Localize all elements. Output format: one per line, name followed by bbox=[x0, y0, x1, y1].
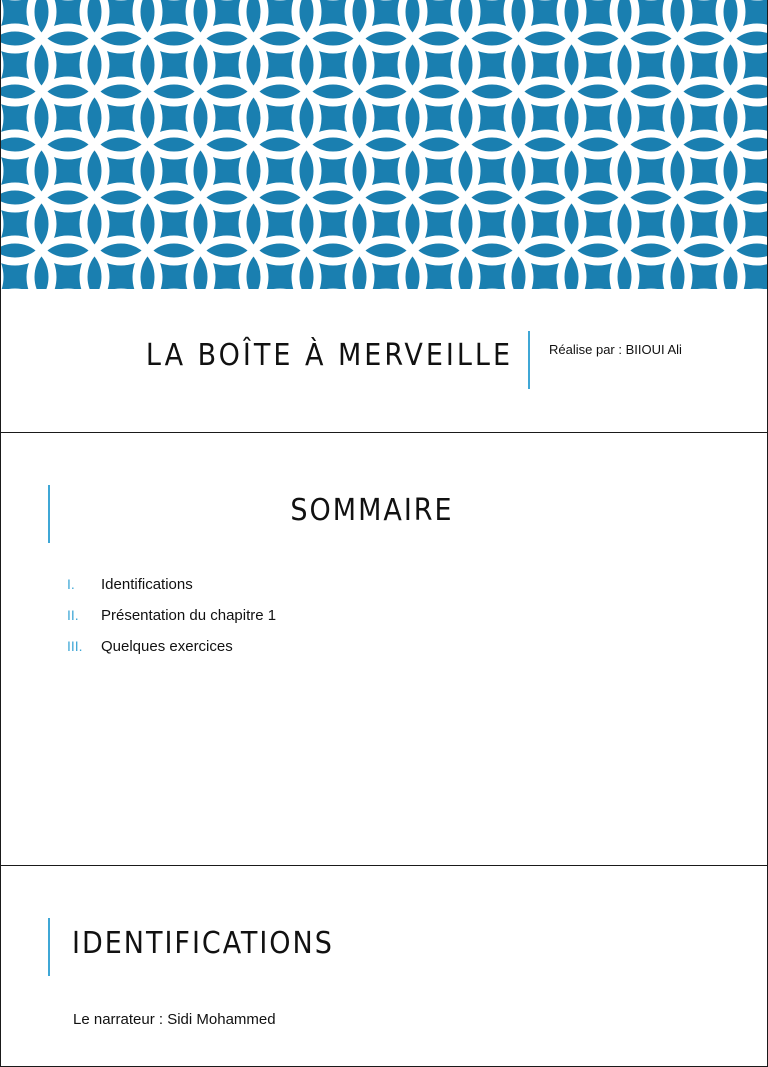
list-item bbox=[67, 607, 276, 638]
item-number: I. bbox=[67, 576, 101, 592]
identifications-slide bbox=[0, 865, 768, 1067]
narrator-line: Le narrateur : Sidi Mohammed bbox=[73, 1011, 276, 1028]
item-text: Quelques exercices bbox=[101, 638, 233, 655]
presentation-title: LA BOÎTE À MERVEILLE bbox=[1, 338, 513, 373]
title-slide bbox=[0, 0, 768, 434]
decorative-circle-pattern bbox=[1, 0, 768, 289]
item-number: II. bbox=[67, 607, 101, 623]
pattern-background bbox=[1, 0, 768, 289]
summary-title: SOMMAIRE bbox=[1, 493, 743, 528]
item-text: Présentation du chapitre 1 bbox=[101, 607, 276, 624]
summary-slide bbox=[0, 432, 768, 866]
item-number: III. bbox=[67, 638, 101, 654]
identifications-title: IDENTIFICATIONS bbox=[72, 926, 334, 961]
list-item bbox=[67, 576, 276, 607]
identifications-accent-bar bbox=[48, 918, 50, 976]
author-credit: Réalise par : BIIOUI Ali bbox=[549, 342, 682, 357]
summary-list bbox=[67, 576, 276, 669]
title-divider bbox=[528, 331, 530, 389]
item-text: Identifications bbox=[101, 576, 193, 593]
list-item bbox=[67, 638, 276, 669]
